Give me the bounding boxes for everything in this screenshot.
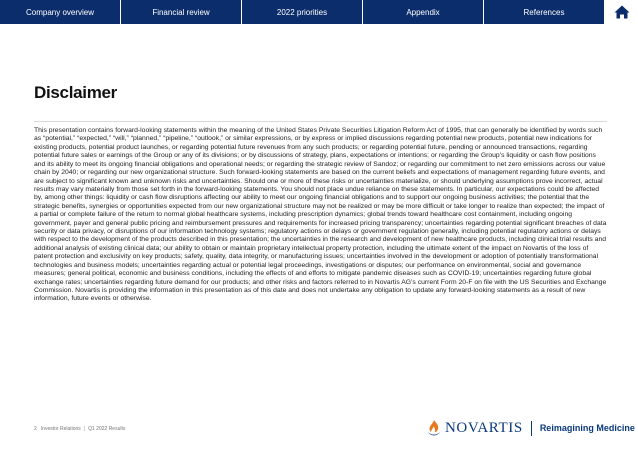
page-number: 2 [34,426,37,432]
home-icon [614,5,630,19]
tab-2022-priorities[interactable]: 2022 priorities [242,0,363,24]
tab-company-overview[interactable]: Company overview [0,0,121,24]
novartis-logo [427,418,635,438]
page-title: Disclaimer [34,83,117,102]
logo-divider [531,421,532,436]
tab-financial-review[interactable]: Financial review [121,0,242,24]
top-navigation [0,0,638,24]
home-button[interactable] [605,0,638,24]
footer [34,426,125,432]
footer-separator: | [83,426,86,432]
title-divider [34,121,607,122]
logo-tagline: Reimagining Medicine [539,423,635,433]
logo-wordmark: NOVARTIS [445,419,523,436]
disclaimer-text: This presentation contains forward-looking statements within the meaning of the United States Private Securities Litigation Reform Act of 1995, that can generally be identified by words such as “potential,” “expected,” “will,” “planned,” “pipeline,” “outlook,” or similar expressions, or by express or implied discussions regarding potential new products, potential new indications for existing products, potential product launches, or regarding potential future revenues from any such products; or regarding potential future, pending or announced transactions, regarding potential future sales or earnings of the Group or any of its divisions; or by discussions of strategy, plans, expectations or intentions; or regarding the Group’s liquidity or cash flow positions and its ability to meet its ongoing financial obligations and operational needs; or regarding the strategic review of Sandoz; or regarding our commitment to net zero emissions across our value chain by 2040; or regarding our new organizational structure. Such forward-looking statements are based on the current beliefs and expectations of management regarding future events, and are subject to significant known and unknown risks and uncertainties. Should one or more of these risks or uncertainties materialize, or should underlying assumptions prove incorrect, actual results may vary materially from those set forth in the forward-looking statements. You should not place undue reliance on these statements. In particular, our expectations could be affected by, among other things: liquidity or cash flow disruptions affecting our ability to meet our ongoing financial obligations and to support our ongoing business activities; the potential that the strategic benefits, synergies or opportunities expected from our new organizational structure may not be realized or may be more difficult or take longer to realize than expected; the impact of a partial or complete failure of the return to normal global healthcare systems, including prescription dynamics; global trends toward healthcare cost containment, including ongoing government, payer and general public pricing and reimbursement pressures and requirements for increased pricing transparency; uncertainties regarding potential significant breaches of data security or data privacy, or disruptions of our information technology systems; regulatory actions or delays or government regulation generally, including potential regulatory actions or delays with respect to the development of the products described in this presentation; the uncertainties in the research and development of new healthcare products, including clinical trial results and additional analysis of existing clinical data; our ability to obtain or maintain proprietary intellectual property protection, including the ultimate extent of the impact on Novartis of the loss of patent protection and exclusivity on key products; safety, quality, data integrity, or manufacturing issues; uncertainties involved in the development or adoption of potentially transformational technologies and business models; uncertainties regarding actual or potential legal proceedings, investigations or disputes; our performance on environmental, social and governance measures; general political, economic and business conditions, including the effects of and efforts to mitigate pandemic diseases such as COVID-19; uncertainties regarding future global exchange rates; uncertainties regarding future demand for our products; and other risks and factors referred to in Novartis AG’s current Form 20-F on file with the US Securities and Exchange Commission. Novartis is providing the information in this presentation as of this date and does not undertake any obligation to update any forward-looking statements as a result of new information, future events or otherwise. [34,127,607,303]
tab-appendix[interactable]: Appendix [363,0,484,24]
footer-doc-period: Q1 2022 Results [88,426,126,432]
footer-doc-label: Investor Relations [40,426,81,432]
novartis-flame-icon [427,419,441,437]
tab-references[interactable]: References [484,0,605,24]
